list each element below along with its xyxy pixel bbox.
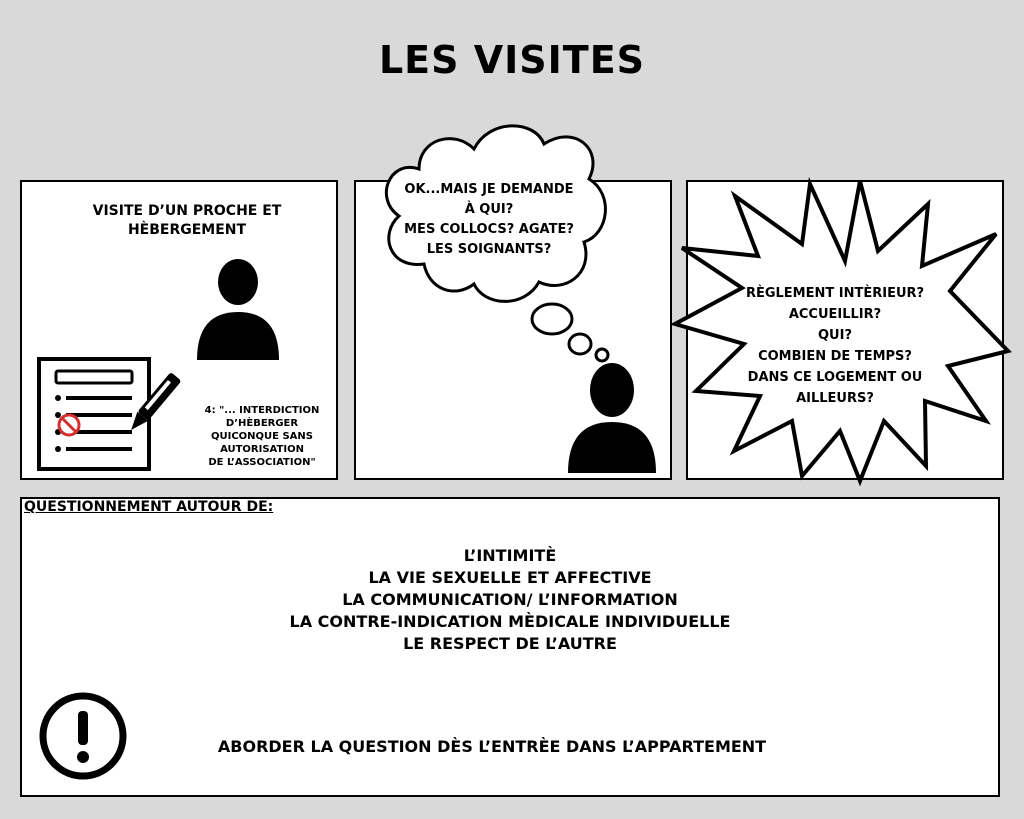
burst-line: DANS CE LOGEMENT OU [747,370,923,385]
person-icon [566,360,658,475]
panel-questioning [20,497,1000,797]
thought-line: OK...MAIS JE DEMANDE [404,182,574,197]
exclamation-circle-icon [38,691,128,781]
prohibited-icon [56,412,82,438]
panel-visit-hosting [20,180,338,480]
thought-line: À QUI? [464,202,514,217]
thought-text [384,180,594,260]
topic-item: LE RESPECT DE L’AUTRE [403,634,617,653]
person-icon [195,260,285,370]
rule-quote-line2: QUICONQUE SANS AUTORISATION [211,431,313,455]
topic-item: LA VIE SEXUELLE ET AFFECTIVE [368,568,652,587]
thought-line: MES COLLOCS? AGATE? [404,222,574,237]
burst-line: COMBIEN DE TEMPS? [758,349,912,364]
rule-quote [172,404,352,469]
burst-text [720,283,950,409]
panel1-caption-line2: HÈBERGEMENT [127,222,247,238]
thought-line: LES SOIGNANTS? [426,242,552,257]
burst-line: QUI? [818,328,852,343]
burst-line: AILLEURS? [796,391,874,406]
topic-item: LA COMMUNICATION/ L’INFORMATION [342,590,678,609]
topic-item: L’INTIMITÈ [463,546,557,565]
panel1-caption-line1: VISITE D’UN PROCHE ET [92,203,282,219]
burst-line: RÈGLEMENT INTÈRIEUR? [745,286,925,301]
panel1-caption [82,202,292,240]
rule-quote-line3: DE L’ASSOCIATION" [208,457,316,468]
notice-text: ABORDER LA QUESTION DÈS L’ENTRÈE DANS L’APPARTEMENT [217,737,767,756]
section-label: QUESTIONNEMENT AUTOUR DE: [24,499,274,515]
burst-line: ACCUEILLIR? [788,307,882,322]
page-title: LES VISITES [378,38,646,82]
rule-quote-line1: 4: "... INTERDICTION D’HÈBERGER [204,405,320,429]
topic-item: LA CONTRE-INDICATION MÈDICALE INDIVIDUELLE [289,612,731,631]
